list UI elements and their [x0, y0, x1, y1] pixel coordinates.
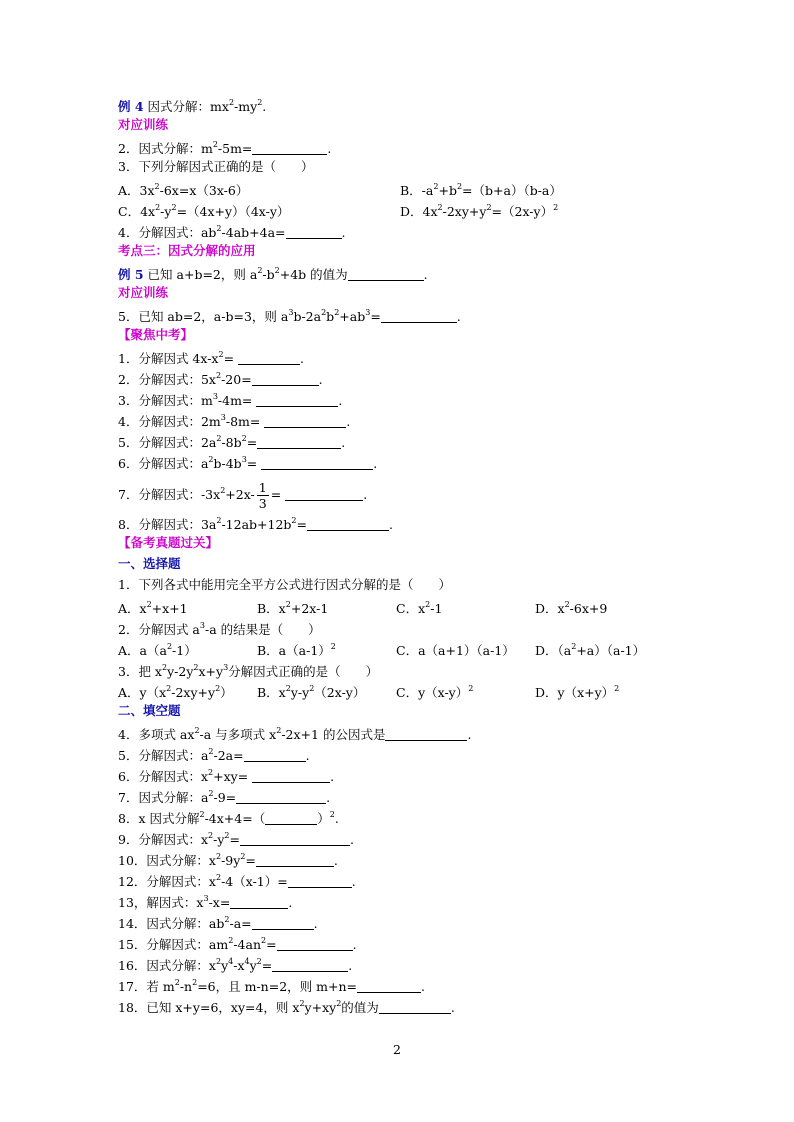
option-d[interactable]	[535, 680, 619, 704]
text-fragment: C．a（a+1）（a-1）	[396, 643, 515, 659]
exponent: 2	[174, 978, 180, 987]
mc-question-2	[118, 617, 321, 638]
exp: 2	[212, 140, 218, 149]
text-fragment: 2．分解因式 a	[118, 622, 200, 638]
text-fragment: -2xy+y	[442, 204, 487, 220]
text-fragment: 7．因式分解：a	[118, 790, 209, 806]
exponent: 2	[208, 747, 214, 756]
text-fragment: .	[467, 727, 472, 743]
exponent: 2	[215, 957, 222, 966]
text-fragment: -6x+9	[569, 601, 608, 617]
exponent: 2	[321, 308, 327, 317]
text-fragment: =	[370, 309, 381, 325]
zk-question-6	[118, 451, 377, 472]
exponent: 2	[224, 915, 230, 924]
answer-blank[interactable]	[240, 831, 350, 846]
text-fragment: 10．因式分解：x	[118, 853, 216, 869]
exponent: 3	[365, 308, 371, 317]
exponent: 2	[193, 663, 199, 672]
exponent: 2	[154, 182, 160, 191]
question-3: 3．下列分解因式正确的是（ ）	[118, 159, 314, 174]
text-fragment: .	[456, 309, 461, 325]
text-fragment: -4x+4=（	[204, 811, 266, 827]
fraction-one-third	[257, 480, 269, 511]
fill-question-15	[118, 932, 357, 953]
example-4	[118, 94, 266, 115]
text-fragment: +2x-1	[290, 601, 329, 617]
text-fragment: 3．分解因式：m	[118, 393, 213, 409]
text-fragment: -b	[262, 267, 275, 283]
answer-blank[interactable]	[252, 915, 314, 930]
mc-question-1: 1．下列各式中能用完全平方公式进行因式分解的是（ ）	[118, 577, 451, 592]
text-fragment: 1	[258, 480, 267, 496]
text-fragment: A．a（a	[118, 643, 167, 659]
text-fragment: ）	[317, 811, 330, 827]
exponent: 2	[161, 663, 168, 672]
exponent: 2	[256, 957, 262, 966]
exponent: 2	[146, 600, 152, 609]
text-fragment: x+y	[198, 664, 224, 680]
text-fragment: -12ab+12b	[221, 517, 292, 533]
question-5	[118, 304, 461, 325]
question-2	[118, 136, 331, 157]
exponent: 2	[171, 203, 177, 212]
text-fragment: C．x	[396, 601, 426, 617]
text-fragment: 4．分解因式：ab	[118, 225, 217, 241]
text-fragment: =	[245, 853, 256, 869]
text-fragment: .	[450, 1000, 455, 1016]
text-fragment: +b	[438, 183, 457, 199]
exponent: 2	[155, 203, 161, 212]
exponent: 4	[228, 957, 234, 966]
text-fragment: -a 与多项式 x	[199, 727, 277, 743]
exponent: 2	[208, 789, 214, 798]
answer-blank[interactable]	[252, 140, 327, 155]
zk-question-5	[118, 430, 345, 451]
section-heading: 对应训练	[118, 285, 169, 300]
answer-blank[interactable]	[261, 455, 373, 470]
text-fragment: .	[351, 874, 356, 890]
exponent: 2	[276, 726, 282, 735]
exponent: 3	[212, 392, 218, 401]
text-fragment: -4ab+4a=	[221, 225, 286, 241]
options-cd	[118, 199, 558, 220]
exponent: 2	[166, 642, 173, 651]
exponent: 2	[261, 936, 267, 945]
exponent: 3	[223, 663, 229, 672]
exponent: 3	[241, 455, 247, 464]
answer-blank[interactable]	[288, 873, 352, 888]
zk-question-3	[118, 388, 342, 409]
text-fragment: y-2y	[167, 664, 194, 680]
text-fragment: 12．分解因式：x	[118, 874, 216, 890]
text-fragment: 2．分解因式：5x	[118, 372, 216, 388]
text-fragment: （2x-y）	[314, 685, 366, 701]
text-fragment: +ab	[339, 309, 366, 325]
fill-question-12	[118, 869, 356, 890]
exponent: 2	[215, 852, 222, 861]
exponent: 2	[241, 434, 247, 443]
text-fragment: y	[249, 958, 257, 974]
text-fragment: 14．因式分解：ab	[118, 916, 225, 932]
exponent: 3	[220, 413, 226, 422]
exp: 2	[257, 98, 263, 107]
mc-question-3	[118, 659, 378, 680]
exp: 2	[228, 98, 235, 107]
text-fragment: .	[348, 958, 353, 974]
answer-blank[interactable]	[379, 999, 451, 1014]
zk-question-4	[118, 409, 350, 430]
text-fragment: 5．分解因式：a	[118, 748, 209, 764]
text-fragment: b-4b	[213, 456, 242, 472]
text-fragment: -2a=	[213, 748, 244, 764]
answer-blank[interactable]	[381, 308, 457, 323]
exponent: 2	[192, 978, 198, 987]
text-fragment: -2x+1 的公因式是	[281, 727, 386, 743]
option-d[interactable]	[535, 638, 645, 662]
fill-question-5	[118, 743, 310, 764]
text-fragment: y	[221, 958, 229, 974]
text-fragment: -4（x-1）=	[221, 874, 288, 890]
text-fragment: y-y	[290, 685, 310, 701]
text-fragment: .	[363, 487, 368, 503]
text-fragment: -9=	[213, 790, 237, 806]
exponent: 2	[456, 182, 463, 191]
exponent: 2	[486, 203, 492, 212]
section-heading: 对应训练	[118, 117, 169, 132]
text-fragment: =	[246, 456, 258, 472]
exponent: 2	[553, 203, 559, 212]
text: 因式分解：mx	[147, 99, 229, 115]
text-fragment: B．a（a-1）	[257, 643, 331, 659]
text-fragment: 3．把 x	[118, 664, 162, 680]
exponent: 2	[228, 936, 234, 945]
text-fragment: .	[330, 769, 335, 785]
text-fragment: 已知 a+b=2，则 a	[147, 267, 258, 283]
exponent: 3	[199, 621, 205, 630]
text-fragment: A．x	[118, 601, 147, 617]
text-fragment: C．y（x-y）	[396, 685, 469, 701]
answer-blank[interactable]	[257, 434, 341, 449]
text-fragment: .	[346, 414, 351, 430]
exponent: 2	[215, 684, 221, 693]
exponent: 2	[220, 486, 226, 495]
text-fragment: 17．若 m	[118, 979, 175, 995]
text-fragment: ）	[220, 685, 233, 701]
text-fragment: -20=	[221, 372, 252, 388]
exponent: 4	[244, 957, 250, 966]
text-fragment: -2xy+y	[171, 685, 216, 701]
answer-blank[interactable]	[348, 266, 424, 281]
text-fragment: +a）（a-1）	[576, 643, 646, 659]
option-b[interactable]	[257, 680, 396, 704]
text-fragment: D．x	[535, 601, 565, 617]
exponent: 2	[329, 810, 335, 819]
answer-blank[interactable]	[238, 350, 300, 365]
text: .	[262, 99, 267, 115]
question-4	[118, 220, 345, 241]
text-fragment: B．x	[257, 685, 286, 701]
text-fragment: -6x=x（3x-6）	[159, 183, 249, 199]
mc-options-1	[118, 596, 607, 617]
fill-question-10	[118, 848, 338, 869]
exponent: 2	[334, 308, 340, 317]
text-fragment: -x=	[208, 895, 231, 911]
options-ab	[118, 178, 562, 199]
fill-question-14	[118, 911, 318, 932]
text-fragment: C．4x	[118, 204, 156, 220]
text-fragment: -1	[430, 601, 443, 617]
answer-blank[interactable]	[385, 726, 467, 741]
subsection-heading: 二、填空题	[118, 703, 181, 718]
text-fragment: .	[373, 456, 378, 472]
text-fragment: 7．分解因式：-3x	[118, 487, 221, 503]
exponent: 2	[299, 999, 305, 1008]
text-fragment: .	[420, 979, 425, 995]
text-fragment: =	[261, 958, 273, 974]
exponent: 2	[285, 600, 291, 609]
text-fragment: -y	[213, 832, 225, 848]
fill-question-13	[118, 890, 292, 911]
answer-blank[interactable]	[307, 516, 389, 531]
example-5	[118, 262, 428, 283]
text-fragment: A．y（x	[118, 685, 167, 701]
text-fragment: D．4x	[400, 204, 438, 220]
answer-blank[interactable]	[256, 392, 338, 407]
exponent: 2	[215, 873, 222, 882]
text-fragment: =	[246, 435, 258, 451]
exponent: 2	[336, 999, 342, 1008]
mc-options-3	[118, 680, 619, 701]
answer-blank[interactable]	[357, 978, 421, 993]
exponent: 2	[216, 516, 222, 525]
text: -my	[234, 99, 258, 115]
answer-blank[interactable]	[272, 957, 348, 972]
text-fragment: b	[326, 309, 335, 325]
text-fragment: .	[326, 790, 331, 806]
text-fragment: =	[223, 351, 235, 367]
exponent: 2	[218, 350, 224, 359]
answer-blank[interactable]	[244, 747, 306, 762]
text-fragment: 6．分解因式：a	[118, 456, 209, 472]
text-fragment: 4．分解因式：2m	[118, 414, 221, 430]
fill-question-16	[118, 953, 352, 974]
exponent: 2	[564, 600, 570, 609]
text-fragment: =	[266, 937, 277, 953]
text-fragment: 5．分解因式：2a	[118, 435, 217, 451]
exponent: 2	[199, 810, 205, 819]
text-fragment: +xy=	[213, 769, 249, 785]
exponent: 2	[208, 831, 214, 840]
exponent: 2	[208, 768, 214, 777]
fill-question-6	[118, 764, 334, 785]
text-fragment: =	[229, 832, 240, 848]
fill-question-17	[118, 974, 425, 995]
section-heading: 【备考真题过关】	[118, 535, 219, 550]
text: 2．因式分解：m	[118, 141, 213, 157]
text-fragment: -9y	[221, 853, 241, 869]
text-fragment: 8．分解因式：3a	[118, 517, 217, 533]
mc-options-2	[118, 638, 645, 659]
option-c[interactable]	[396, 680, 535, 704]
exponent: 2	[285, 684, 291, 693]
text-fragment: .	[288, 895, 293, 911]
text-fragment: -4m=	[217, 393, 253, 409]
text-fragment: +2x-	[225, 487, 255, 503]
option-d[interactable]	[400, 199, 558, 223]
option-c[interactable]	[396, 641, 535, 662]
text-fragment: .	[423, 267, 428, 283]
answer-blank[interactable]	[252, 768, 330, 783]
exponent: 2	[194, 726, 200, 735]
text-fragment: +4b 的值为	[279, 267, 348, 283]
exponent: 2	[309, 684, 315, 693]
text-fragment: 18．已知 x+y=6，xy=4，则 x	[118, 1000, 300, 1016]
zk-question-2	[118, 367, 323, 388]
text-fragment: -8b	[221, 435, 242, 451]
exponent: 2	[166, 684, 172, 693]
text-fragment: =（2x-y）	[491, 204, 554, 220]
page-number: 2	[393, 1042, 401, 1057]
text-fragment: +x+1	[151, 601, 188, 617]
text-fragment: 5．已知 ab=2，a-b=3，则 a	[118, 309, 289, 325]
text-fragment: -n	[179, 979, 193, 995]
text-fragment: 分解因式正确的是（ ）	[228, 664, 379, 680]
text-fragment: -x	[233, 958, 245, 974]
exponent: 2	[257, 266, 263, 275]
text-fragment: 13，解因式：x	[118, 895, 204, 911]
exponent: 2	[208, 455, 214, 464]
fill-question-18	[118, 995, 455, 1016]
text-fragment: .	[334, 811, 339, 827]
text-fragment: 15．分解因式：am	[118, 937, 229, 953]
text: -5m=	[217, 141, 253, 157]
text-fragment: 1．分解因式 4x-x	[118, 351, 219, 367]
section-heading: 考点三：因式分解的应用	[118, 243, 256, 258]
text-fragment: =	[270, 487, 282, 503]
exponent: 2	[330, 642, 336, 651]
text-fragment: .	[333, 853, 338, 869]
fill-question-4	[118, 722, 471, 743]
text-fragment: D．y（x+y）	[535, 685, 615, 701]
exponent: 2	[216, 434, 222, 443]
text-fragment: =	[296, 517, 307, 533]
text-fragment: 16．因式分解：x	[118, 958, 216, 974]
exponent: 2	[571, 642, 577, 651]
text-fragment: 8．x 因式分解	[118, 811, 200, 827]
text-fragment: =（b+a）（b-a）	[462, 183, 562, 199]
text-fragment: 9．分解因式：x	[118, 832, 209, 848]
text-fragment: -a=	[229, 916, 252, 932]
example-label: 例 5	[118, 267, 144, 283]
zk-question-1	[118, 346, 304, 367]
fill-question-9	[118, 827, 354, 848]
answer-blank[interactable]	[265, 810, 317, 825]
text-fragment: B．-a	[400, 183, 434, 199]
answer-blank[interactable]	[286, 224, 342, 239]
option-d[interactable]	[535, 596, 607, 620]
text-fragment: .	[341, 225, 346, 241]
zk-question-7	[118, 474, 367, 510]
zk-question-8	[118, 512, 393, 533]
text-fragment: -a 的结果是（ ）	[204, 622, 321, 638]
text-fragment: .	[338, 393, 343, 409]
text-fragment: .	[352, 937, 357, 953]
exponent: 2	[437, 203, 443, 212]
text-fragment: D．（a	[535, 643, 572, 659]
exponent: 2	[240, 852, 246, 861]
exponent: 2	[614, 684, 620, 693]
exponent: 2	[291, 516, 297, 525]
option-c[interactable]	[396, 596, 535, 620]
fill-question-7	[118, 785, 330, 806]
answer-blank[interactable]	[285, 486, 363, 501]
text-fragment: .	[305, 748, 310, 764]
text-fragment: =（4x+y）（4x-y）	[176, 204, 290, 220]
text-fragment: b-2a	[293, 309, 322, 325]
answer-blank[interactable]	[252, 371, 319, 386]
text-fragment: .	[389, 517, 393, 533]
exponent: 2	[433, 182, 439, 191]
answer-blank[interactable]	[256, 852, 334, 867]
exponent: 2	[216, 224, 222, 233]
example-label: 例 4	[118, 99, 144, 115]
text: .	[327, 141, 332, 157]
exponent: 3	[203, 894, 209, 903]
subsection-heading: 一、选择题	[118, 556, 181, 571]
text-fragment: y+xy	[304, 1000, 337, 1016]
exponent: 2	[274, 266, 280, 275]
text-fragment: .	[313, 916, 318, 932]
text-fragment: .	[349, 832, 354, 848]
exponent: 3	[288, 308, 294, 317]
text-fragment: -8m=	[225, 414, 261, 430]
answer-blank[interactable]	[277, 936, 353, 951]
section-heading: 【聚焦中考】	[118, 327, 194, 342]
text-fragment: =6，且 m-n=2，则 m+n=	[197, 979, 357, 995]
exponent: 2	[215, 371, 222, 380]
text-fragment: .	[318, 372, 323, 388]
text-fragment: 3	[258, 496, 267, 512]
text-fragment: .	[341, 435, 346, 451]
exponent: 2	[468, 684, 474, 693]
text-fragment: 4．多项式 ax	[118, 727, 195, 743]
answer-blank[interactable]	[236, 789, 326, 804]
text-fragment: -1）	[172, 643, 197, 659]
text-fragment: A．3x	[118, 183, 155, 199]
answer-blank[interactable]	[230, 894, 288, 909]
text-fragment: 6．分解因式：x	[118, 769, 209, 785]
text-fragment: -4an	[233, 937, 261, 953]
exponent: 2	[425, 600, 431, 609]
fill-question-8	[118, 806, 339, 827]
text-fragment: -y	[160, 204, 172, 220]
answer-blank[interactable]	[264, 413, 346, 428]
text-fragment: .	[300, 351, 305, 367]
text-fragment: B．x	[257, 601, 286, 617]
text-fragment: 的值为	[341, 1000, 379, 1016]
exponent: 2	[224, 831, 230, 840]
